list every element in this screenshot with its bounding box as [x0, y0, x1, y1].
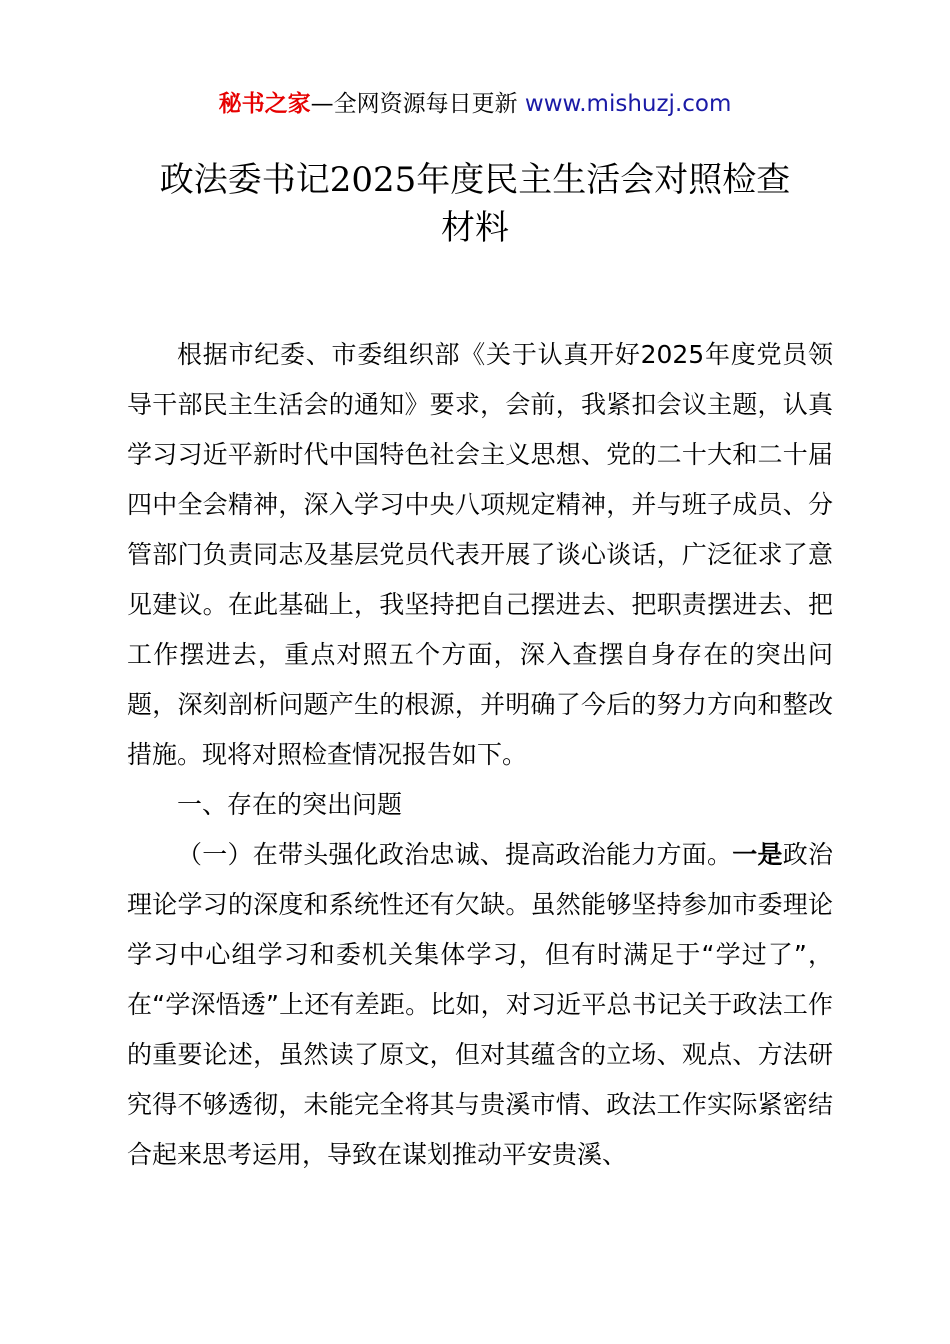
section-heading: 一、存在的突出问题	[177, 790, 403, 819]
document-title	[120, 156, 830, 252]
subsection-text: 政治理论学习的深度和系统性还有欠缺。虽然能够坚持参加市委理论学习中心组学习和委机关集体学习，但有时满足于“学过了”，在“学深悟透”上还有差距。比如，对习近平总书记关于政法工作的重要论述，虽然读了原文，但对其蕴含的立场、观点、方法研究得不够透彻，未能完全将其与贵溪市情、政法工作实际紧密结合起来思考运用，导致在谋划推动平安贵溪、	[127, 840, 833, 1169]
section-paragraph	[127, 830, 833, 1180]
intro-paragraph: 根据市纪委、市委组织部《关于认真开好2025年度党员领导干部民主生活会的通知》要求，会前，我紧扣会议主题，认真学习习近平新时代中国特色社会主义思想、党的二十大和二十届四中全会精神，深入学习中央八项规定精神，并与班子成员、分管部门负责同志及基层党员代表开展了谈心谈话，广泛征求了意见建议。在此基础上，我坚持把自己摆进去、把职责摆进去、把工作摆进去，重点对照五个方面，深入查摆自身存在的突出问题，深刻剖析问题产生的根源，并明确了今后的努力方向和整改措施。现将对照检查情况报告如下。	[127, 340, 833, 769]
title-line-1: 政法委书记2025年度民主生活会对照检查	[159, 160, 791, 200]
title-line-2: 材料	[441, 208, 509, 248]
site-header	[0, 86, 950, 122]
subsection-lead: （一）在带头强化政治忠诚、提高政治能力方面。	[177, 840, 733, 869]
brand-name: 秘书之家	[218, 91, 311, 117]
document-body	[127, 330, 833, 1180]
site-url-link[interactable]: www.mishuzj.com	[524, 91, 732, 117]
header-tagline: —全网资源每日更新	[310, 91, 525, 117]
point-marker: 一是	[732, 840, 783, 869]
